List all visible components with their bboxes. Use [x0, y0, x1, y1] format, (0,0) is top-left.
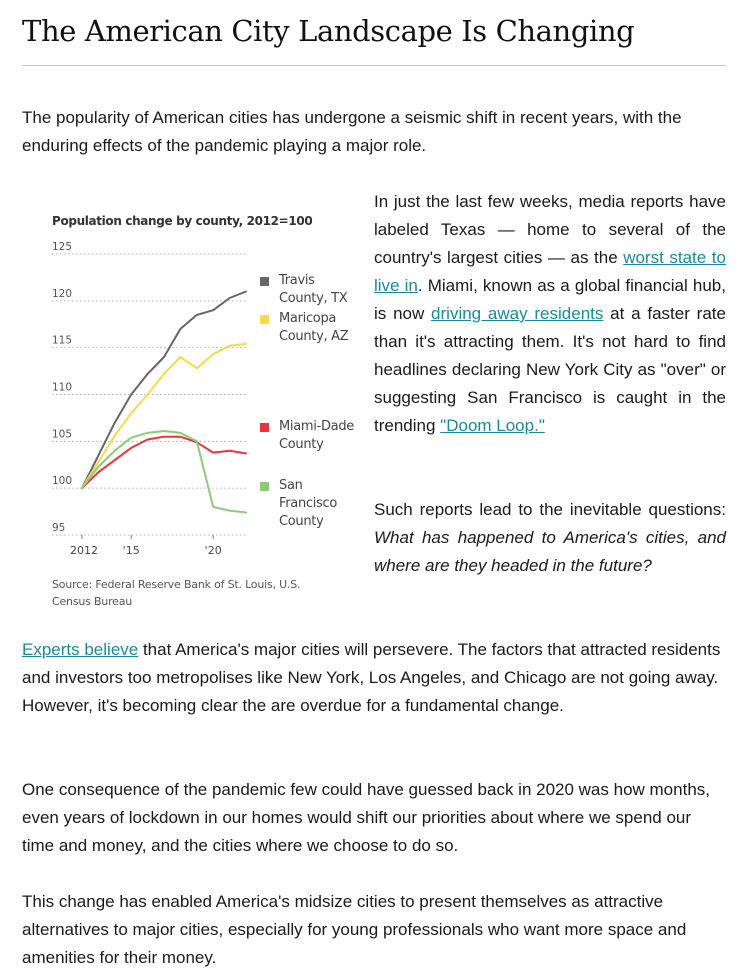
- series-line-san-francisco-county: [82, 431, 246, 513]
- title-divider: [22, 65, 726, 66]
- y-tick-label: 110: [52, 381, 73, 394]
- p2-text-3: at a faster rate than it's attracting them. It's not hard to find headlines declaring New York City as "over" or suggesting San Francisco is caught in the trending: [374, 304, 726, 435]
- chart-plot: [22, 192, 362, 622]
- y-tick-label: 95: [52, 522, 66, 534]
- y-tick-label: 120: [52, 287, 73, 300]
- legend-label-sf: San Francisco County: [279, 478, 338, 529]
- legend-swatch-maricopa: [260, 315, 269, 324]
- population-chart: [22, 192, 362, 622]
- page-title: The American City Landscape Is Changing: [22, 14, 635, 48]
- x-tick-label: '20: [204, 544, 222, 557]
- doom-loop-link[interactable]: "Doom Loop.": [440, 416, 545, 435]
- y-tick-label: 125: [52, 241, 73, 253]
- midsize-cities-paragraph: This change has enabled America's midsize cities to present themselves as attractive alternatives to major cities, especially for young professionals who want more space and amenities for their money.: [22, 892, 687, 967]
- chart-title: Population change by county, 2012=100: [52, 214, 313, 228]
- chart-source: Source: Federal Reserve Bank of St. Louis, U.S. Census Bureau: [52, 578, 301, 608]
- experts-paragraph: [22, 636, 726, 720]
- p2-text-1: In just the last few weeks, media reports have labeled Texas — home to several of the country's largest cities — as the: [374, 192, 726, 267]
- intro-paragraph: The popularity of American cities has undergone a seismic shift in recent years, with the enduring effects of the pandemic playing a major role.: [22, 108, 682, 155]
- p3-text-1: Such reports lead to the inevitable questions:: [374, 500, 726, 519]
- y-tick-label: 100: [52, 475, 73, 488]
- pandemic-paragraph: One consequence of the pandemic few could have guessed back in 2020 was how months, even years of lockdown in our homes would shift our priorities about where we spend our time and money, and the cities where we choose to do so.: [22, 780, 710, 855]
- legend-label-maricopa: Maricopa County, AZ: [279, 311, 349, 344]
- worst-state-link[interactable]: worst state to live in: [374, 248, 726, 295]
- x-tick-label: 2012: [70, 544, 98, 557]
- media-reports-paragraph: [374, 188, 726, 440]
- legend-label-miami: Miami-Dade County: [279, 419, 354, 452]
- driving-away-residents-link[interactable]: driving away residents: [431, 304, 604, 323]
- legend-label-travis: Travis County, TX: [279, 273, 348, 306]
- p2-text-2: . Miami, known as a global financial hub, is now: [374, 276, 726, 323]
- p4-text-1: that America's major cities will persevere. The factors that attracted residents and investors too metropolises like New York, Los Angeles, and Chicago are not going away. However, it's becoming clear the are overdue for a fundamental change.: [22, 640, 721, 715]
- legend-swatch-miami: [260, 423, 269, 432]
- p3-question: What has happened to America's cities, and where are they headed in the future?: [374, 528, 726, 575]
- legend-swatch-travis: [260, 277, 269, 286]
- legend-swatch-sf: [260, 482, 269, 491]
- questions-paragraph: [374, 496, 726, 580]
- x-tick-label: '15: [122, 544, 140, 557]
- series-line-miami-dade-county: [82, 437, 246, 489]
- y-tick-label: 115: [52, 334, 73, 347]
- y-tick-label: 105: [52, 428, 73, 441]
- experts-believe-link[interactable]: Experts believe: [22, 640, 139, 659]
